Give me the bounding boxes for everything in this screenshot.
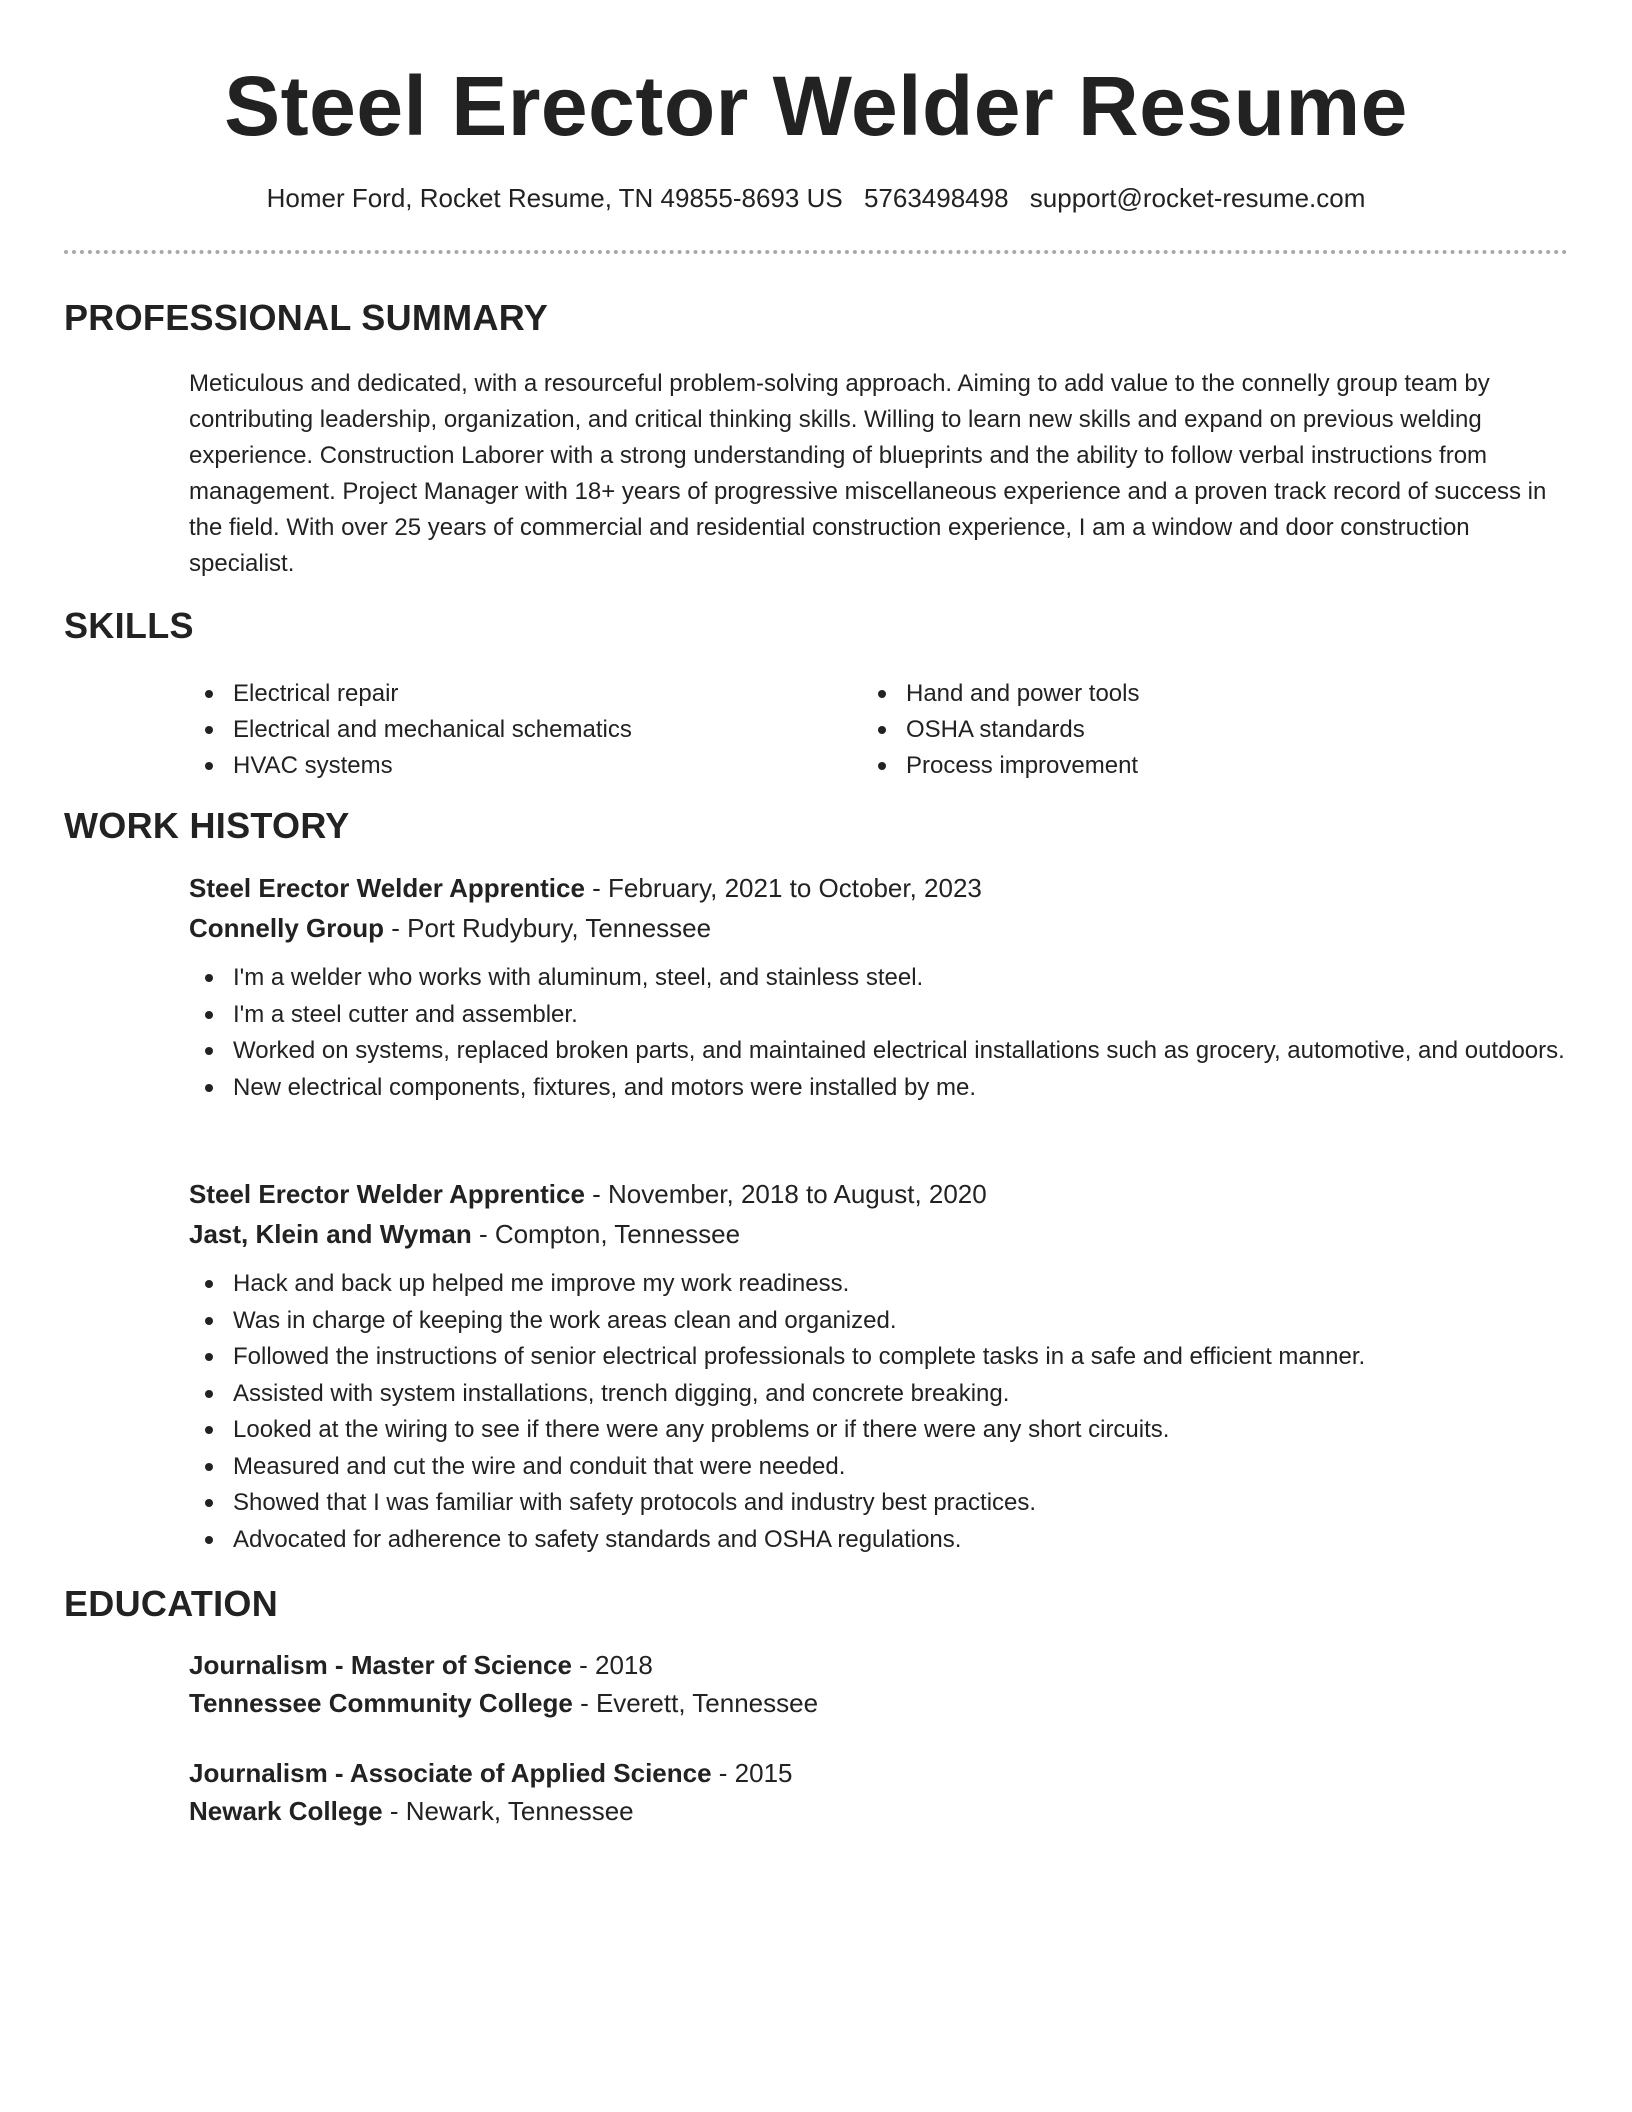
education-location: - Everett, Tennessee (572, 1688, 819, 1718)
resume-title: Steel Erector Welder Resume (224, 59, 1408, 153)
job-position: Steel Erector Welder Apprentice (189, 873, 585, 903)
duty-item: Was in charge of keeping the work areas clean and organized. (189, 1303, 1569, 1340)
education-degree-line (189, 1754, 1569, 1792)
education-school: Newark College (189, 1796, 383, 1826)
skills-list-right (862, 676, 1502, 784)
education-year: - 2018 (571, 1650, 653, 1680)
job-company: Jast, Klein and Wyman (189, 1219, 472, 1249)
education-entry (189, 1754, 1569, 1830)
job-entry (189, 1174, 1569, 1558)
skills-list-left (189, 676, 829, 784)
duty-item: Looked at the wiring to see if there were any problems or if there were any short circuits. (189, 1412, 1569, 1449)
skill-item: Electrical and mechanical schematics (189, 712, 829, 748)
summary-text: Meticulous and dedicated, with a resourceful problem-solving approach. Aiming to add value to the connelly group team by contributing leadership, organization, and critical thinking skills. Willing to learn new skills and expand on previous welding experience. Construction Laborer with a strong understanding of blueprints and the ability to follow verbal instructions from management. Project Manager with 18+ years of progressive miscellaneous experience and a proven track record of success in the field. With over 25 years of commercial and residential construction experience, I am a window and door construction specialist. (189, 370, 1547, 577)
job-title-line (189, 868, 1569, 908)
education-heading: EDUCATION (64, 1583, 279, 1624)
job-dates: - November, 2018 to August, 2020 (584, 1179, 987, 1209)
job-duties (189, 960, 1569, 1106)
education-year: - 2015 (711, 1758, 793, 1788)
job-entry (189, 868, 1569, 1106)
job-dates: - February, 2021 to October, 2023 (584, 873, 982, 903)
skill-item: Process improvement (862, 748, 1502, 784)
duty-item: Advocated for adherence to safety standards and OSHA regulations. (189, 1522, 1569, 1559)
duty-item: Worked on systems, replaced broken parts, and maintained electrical installations such as grocery, automotive, and outdoors. (189, 1033, 1569, 1070)
contact-email: support@rocket-resume.com (1029, 183, 1366, 213)
contact-phone: 5763498498 (863, 183, 1009, 213)
skill-item: Hand and power tools (862, 676, 1502, 712)
duty-item: Hack and back up helped me improve my work readiness. (189, 1266, 1569, 1303)
job-duties (189, 1266, 1569, 1558)
education-degree: Journalism - Associate of Applied Science (189, 1758, 712, 1788)
duty-item: Showed that I was familiar with safety protocols and industry best practices. (189, 1485, 1569, 1522)
education-school: Tennessee Community College (189, 1688, 573, 1718)
education-school-line (189, 1684, 1569, 1722)
education-degree-line (189, 1646, 1569, 1684)
work-heading: WORK HISTORY (64, 805, 350, 846)
summary-heading: PROFESSIONAL SUMMARY (64, 297, 549, 338)
duty-item: I'm a steel cutter and assembler. (189, 997, 1569, 1034)
duty-item: Assisted with system installations, trench digging, and concrete breaking. (189, 1376, 1569, 1413)
skills-heading: SKILLS (64, 605, 194, 646)
duty-item: Followed the instructions of senior electrical professionals to complete tasks in a safe and efficient manner. (189, 1339, 1569, 1376)
skills-column-right (862, 676, 1502, 784)
job-location: - Compton, Tennessee (471, 1219, 741, 1249)
education-school-line (189, 1792, 1569, 1830)
skill-item: Electrical repair (189, 676, 829, 712)
skill-item: OSHA standards (862, 712, 1502, 748)
job-company-line (189, 1214, 1569, 1254)
job-position: Steel Erector Welder Apprentice (189, 1179, 585, 1209)
skills-column-left (189, 676, 829, 784)
contact-line (0, 180, 1632, 216)
duty-item: I'm a welder who works with aluminum, steel, and stainless steel. (189, 960, 1569, 997)
job-company: Connelly Group (189, 913, 384, 943)
header-divider (64, 250, 1568, 254)
contact-address: Homer Ford, Rocket Resume, TN 49855-8693 US (266, 183, 843, 213)
job-location: - Port Rudybury, Tennessee (384, 913, 712, 943)
duty-item: Measured and cut the wire and conduit that were needed. (189, 1449, 1569, 1486)
job-company-line (189, 908, 1569, 948)
education-location: - Newark, Tennessee (382, 1796, 634, 1826)
skill-item: HVAC systems (189, 748, 829, 784)
education-degree: Journalism - Master of Science (189, 1650, 572, 1680)
duty-item: New electrical components, fixtures, and motors were installed by me. (189, 1070, 1569, 1107)
job-title-line (189, 1174, 1569, 1214)
education-entry (189, 1646, 1569, 1722)
